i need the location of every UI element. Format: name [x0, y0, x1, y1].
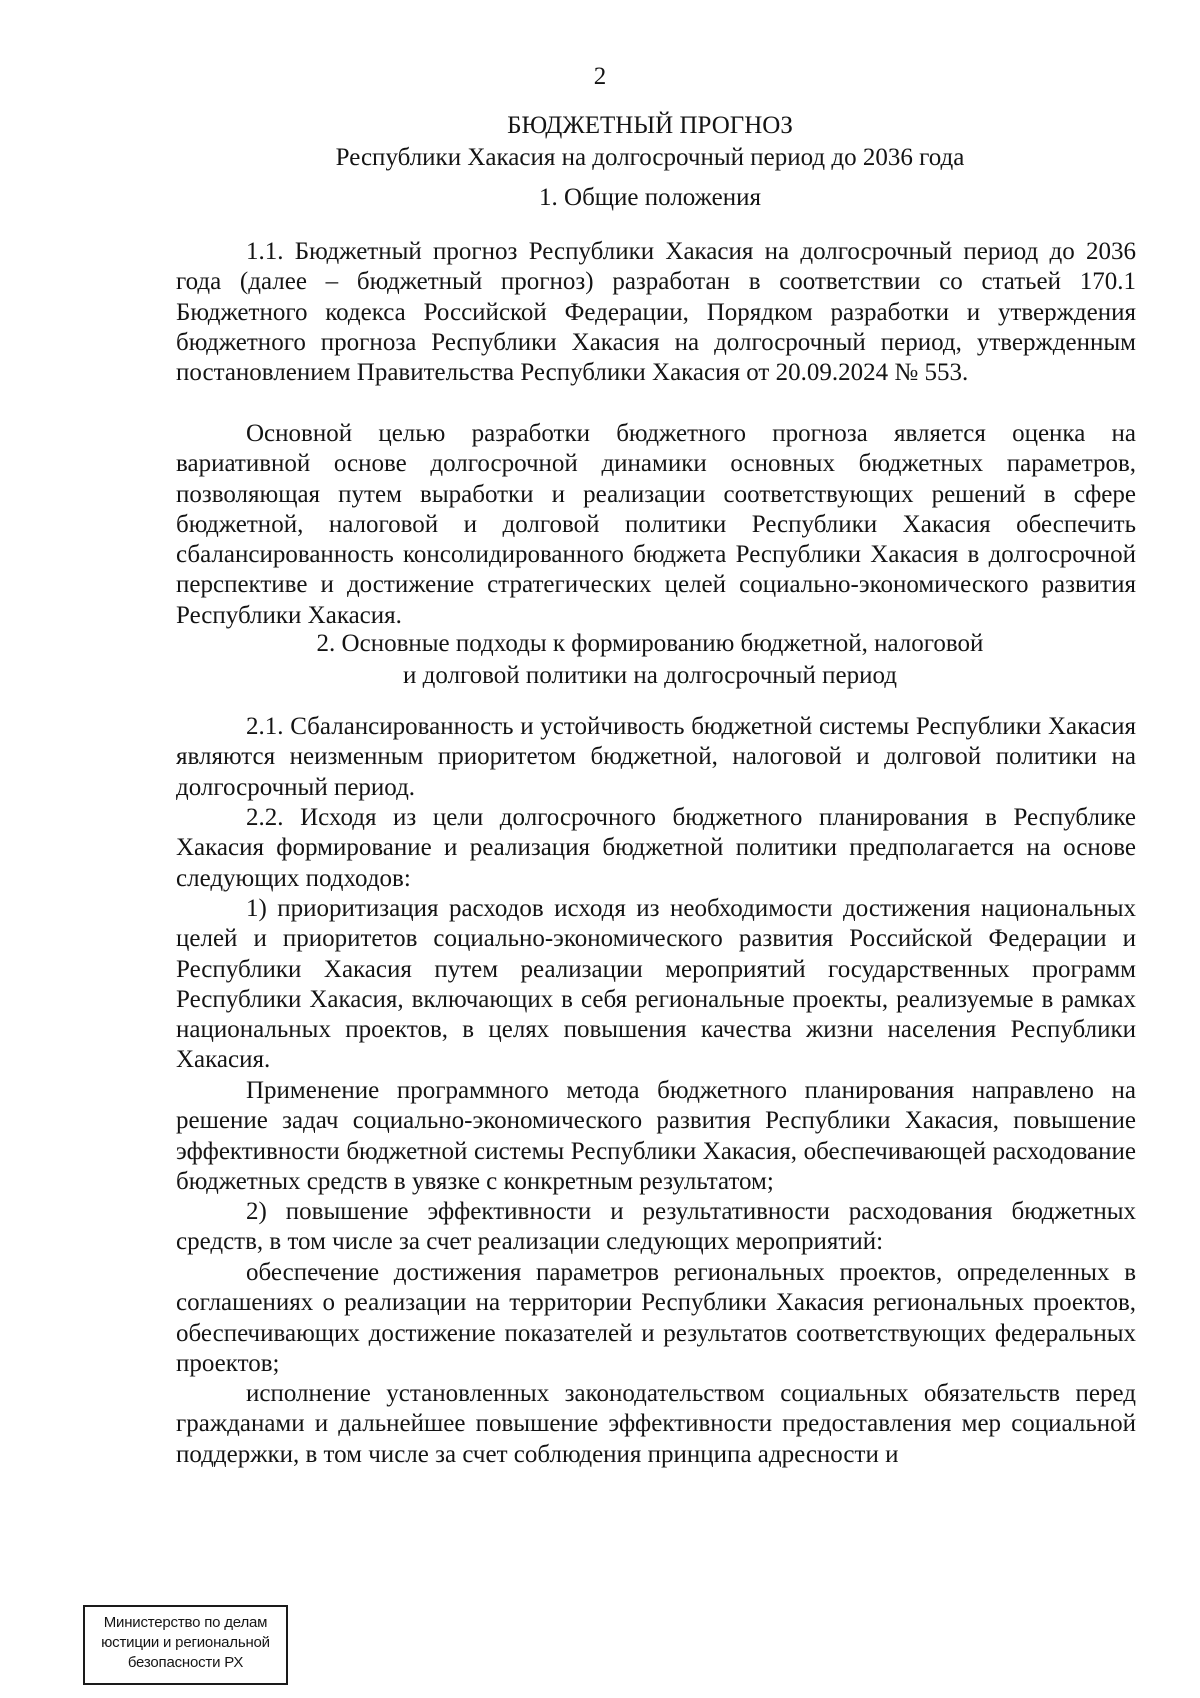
stamp-line-1: Министерство по делам: [103, 1614, 268, 1631]
page-number: 2: [593, 63, 607, 90]
document-title: [300, 110, 1000, 174]
paragraph-2-2: 2.2. Исходя из цели долгосрочного бюджетного планирования в Республике Хакасия формирование и реализация бюджетной политики предполагается на основе следующих подходов:: [176, 804, 1136, 892]
paragraph-regional-projects: обеспечение достижения параметров региональных проектов, определенных в соглашениях о реализации на территории Республики Хакасия региональных проектов, обеспечивающих достижение показателей и результатов соответствующих федеральных проектов;: [176, 1259, 1136, 1377]
section-2-heading-line-2: и долговой политики на долгосрочный период: [403, 662, 897, 689]
list-item-2: 2) повышение эффективности и результативности расходования бюджетных средств, в том числе за счет реализации следующих мероприятий:: [176, 1198, 1136, 1256]
section-2-heading-line-1: 2. Основные подходы к формированию бюджетной, налоговой: [316, 630, 984, 657]
paragraph-1-2: Основной целью разработки бюджетного прогноза является оценка на вариативной основе долгосрочной динамики основных бюджетных параметров, позволяющая путем выработки и реализации соответствующих решений в сфере бюджетной, налоговой и долговой политики Республики Хакасия обеспечить сбалансированность консолидированного бюджета Республики Хакасия в долгосрочной перспективе и достижение стратегических целей социально-экономического развития Республики Хакасия.: [176, 420, 1136, 629]
list-item-1: 1) приоритизация расходов исходя из необходимости достижения национальных целей и приоритетов социально-экономического развития Российской Федерации и Республики Хакасия путем реализации мероприятий государственных программ Республики Хакасия, включающих в себя региональные проекты, реализуемые в рамках национальных проектов, в целях повышения качества жизни населения Республики Хакасия.: [176, 895, 1136, 1074]
paragraph-2-1: 2.1. Сбалансированность и устойчивость бюджетной системы Республики Хакасия являются неизменным приоритетом бюджетной, налоговой и долговой политики на долгосрочный период.: [176, 713, 1136, 801]
title-line-2: Республики Хакасия на долгосрочный период до 2036 года: [335, 144, 965, 171]
section-2-heading: [260, 628, 1040, 692]
paragraph-social-obligations: исполнение установленных законодательством социальных обязательств перед гражданами и дальнейшее повышение эффективности предоставления мер социальной поддержки, в том числе за счет соблюдения принципа адресности и: [176, 1380, 1136, 1468]
paragraph-program-method: Применение программного метода бюджетного планирования направлено на решение задач социально-экономического развития Республики Хакасия, повышение эффективности бюджетной системы Республики Хакасия, обеспечивающей расходование бюджетных средств в увязке с конкретным результатом;: [176, 1077, 1136, 1195]
title-line-1: БЮДЖЕТНЫЙ ПРОГНОЗ: [507, 112, 793, 139]
stamp-line-3: безопасности РХ: [127, 1654, 244, 1671]
paragraph-1-1: 1.1. Бюджетный прогноз Республики Хакасия на долгосрочный период до 2036 года (далее – бюджетный прогноз) разработан в соответствии со статьей 170.1 Бюджетного кодекса Российской Федерации, Порядком разработки и утверждения бюджетного прогноза Республики Хакасия на долгосрочный период, утвержденным постановлением Правительства Республики Хакасия от 20.09.2024 № 553.: [176, 238, 1136, 387]
ministry-stamp: [83, 1605, 288, 1685]
section-1-heading: 1. Общие положения: [539, 184, 761, 211]
stamp-line-2: юстиции и региональной: [101, 1634, 270, 1651]
